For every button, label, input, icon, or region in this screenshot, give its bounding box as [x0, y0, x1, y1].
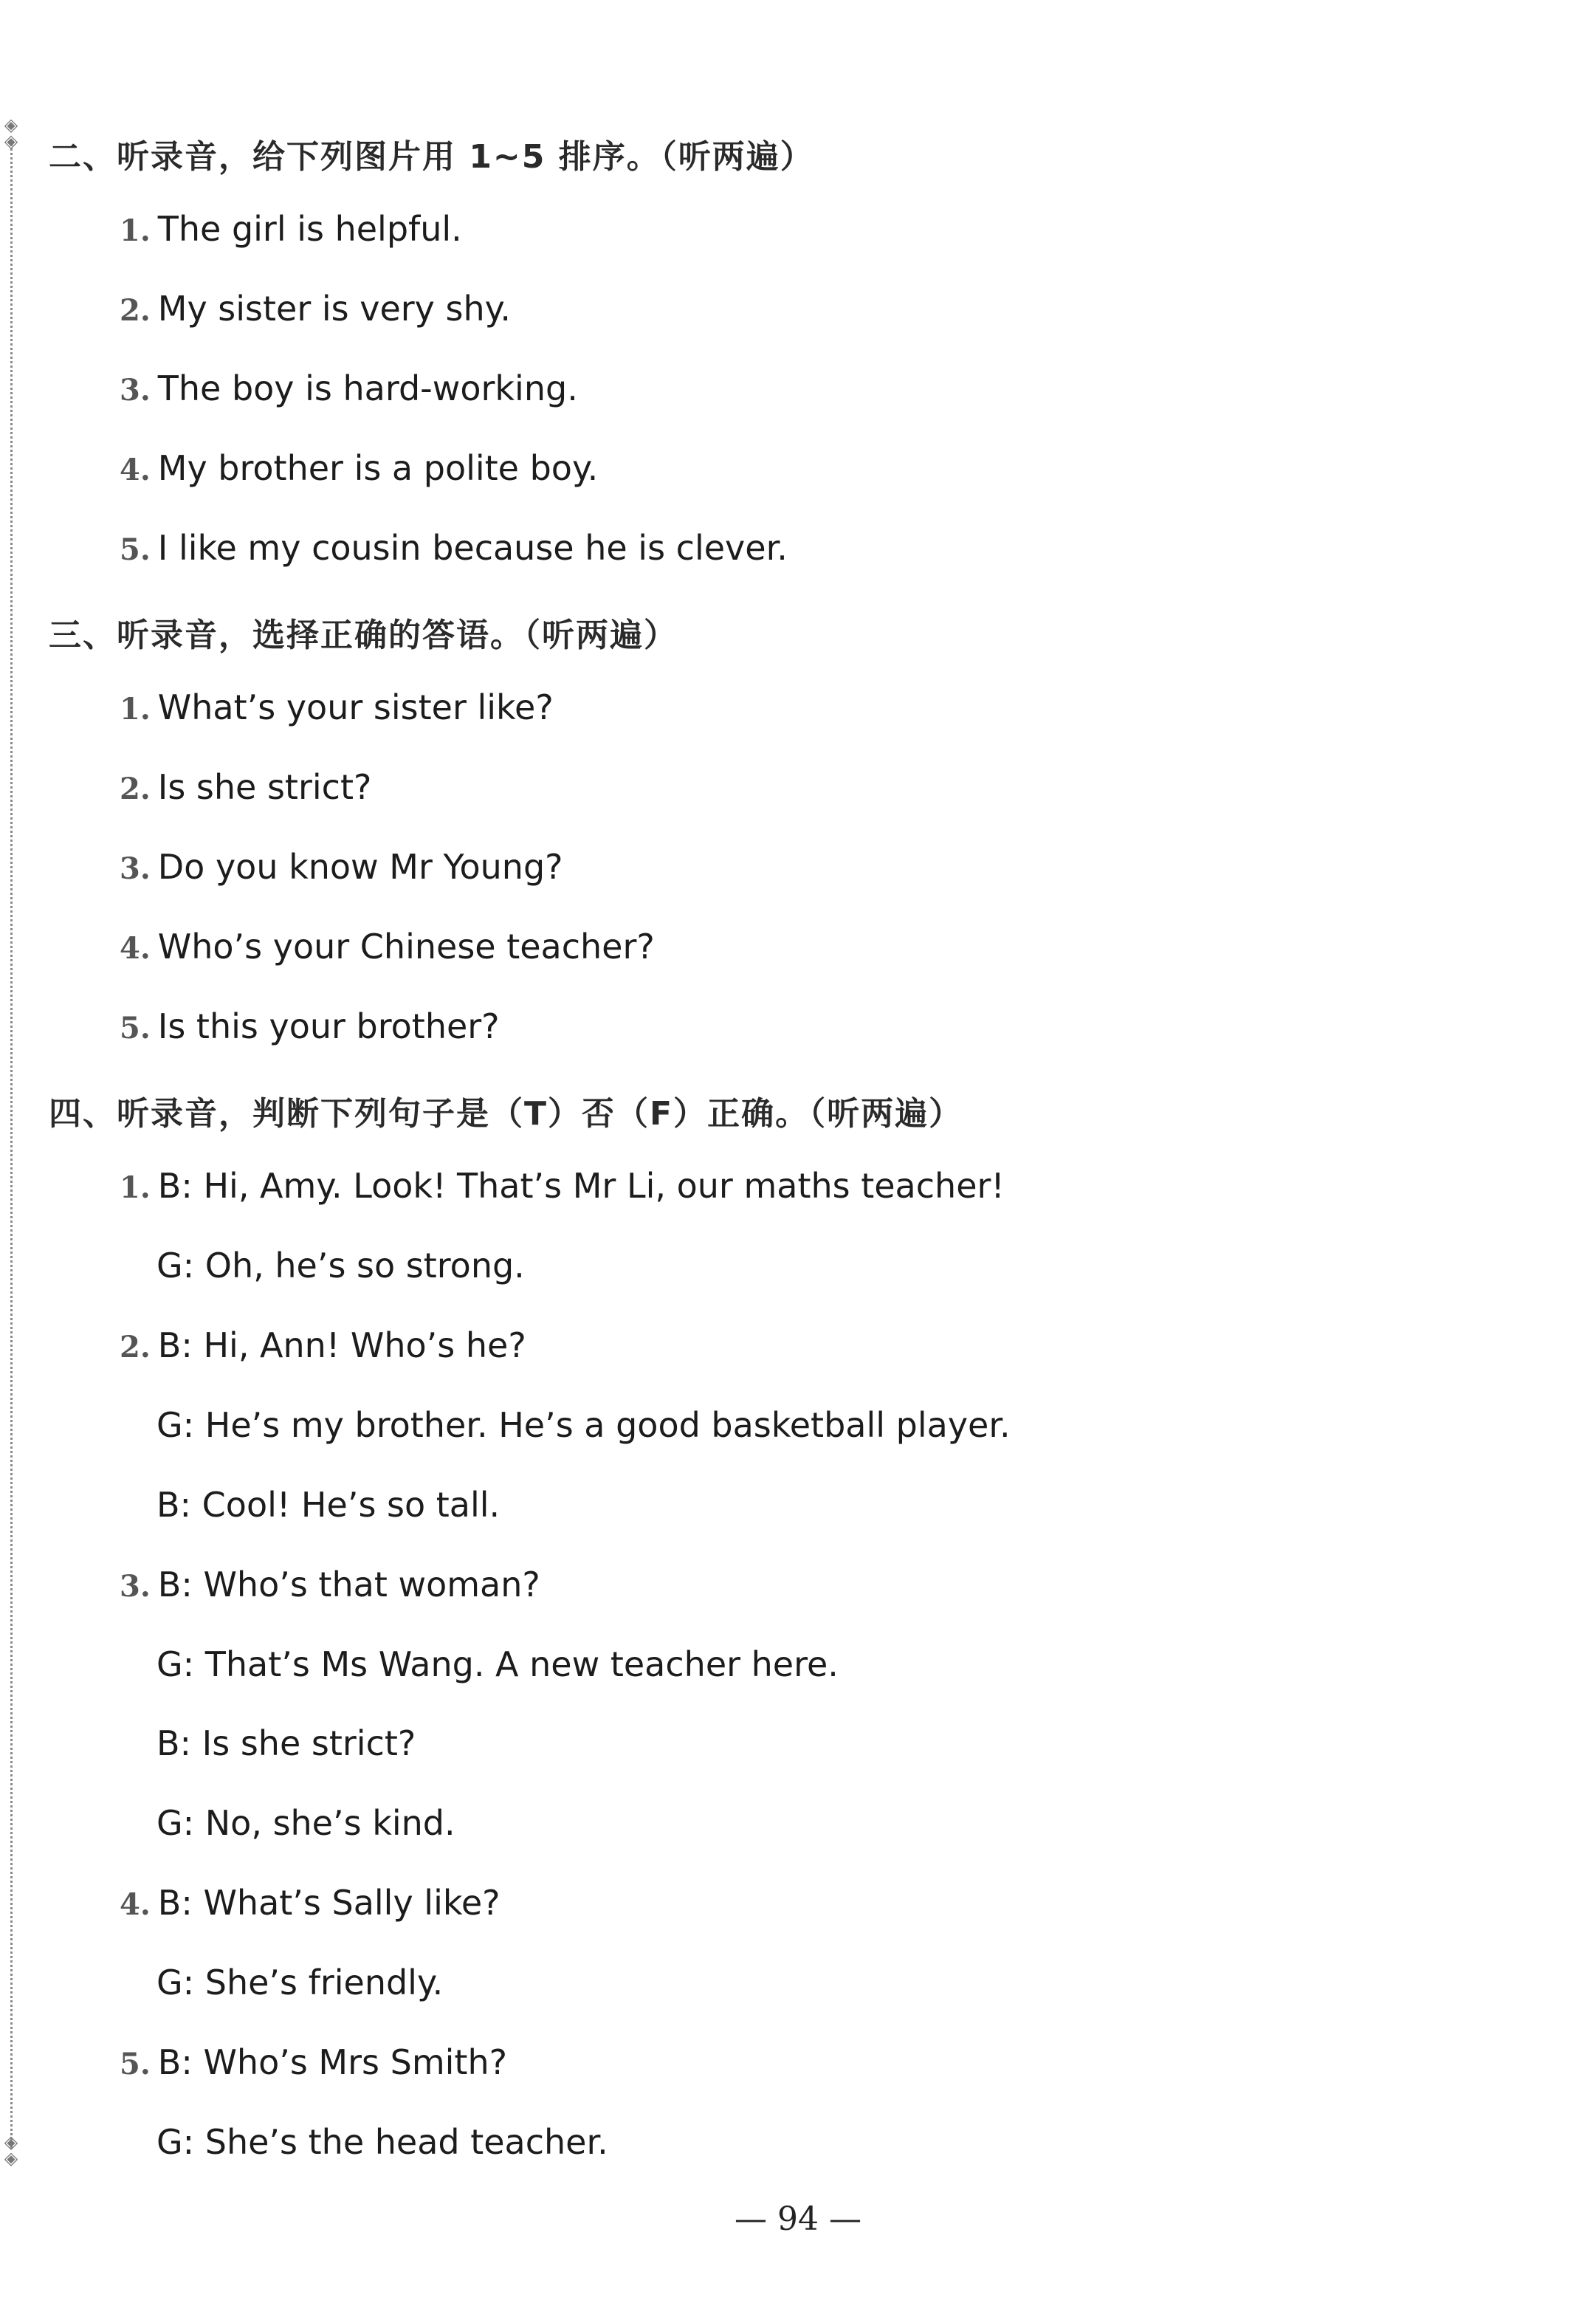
dialogue-line: G: She’s friendly.	[156, 1963, 444, 2002]
list-item: 2. My sister is very shy.	[120, 289, 511, 329]
dialogue-line: G: No, she’s kind.	[156, 1803, 455, 1843]
list-item: 1. The girl is helpful.	[120, 209, 462, 249]
list-item: 1. What’s your sister like?	[120, 687, 554, 727]
list-item: 4. My brother is a polite boy.	[120, 448, 599, 488]
dialogue-line: G: She’s the head teacher.	[156, 2122, 608, 2162]
binding-margin-line	[10, 140, 13, 2149]
dialogue-line: G: He’s my brother. He’s a good basketball player.	[156, 1405, 1011, 1445]
margin-ornament-icon: ◈ ◈	[4, 114, 18, 151]
dialogue-line: 1. B: Hi, Amy. Look! That’s Mr Li, our maths teacher!	[120, 1166, 1005, 1206]
dialogue-line: 2. B: Hi, Ann! Who’s he?	[120, 1325, 526, 1365]
dialogue-line: 3. B: Who’s that woman?	[120, 1565, 540, 1604]
dialogue-line: 5. B: Who’s Mrs Smith?	[120, 2042, 508, 2082]
dialogue-line: G: That’s Ms Wang. A new teacher here.	[156, 1644, 839, 1684]
dialogue-line: G: Oh, he’s so strong.	[156, 1246, 525, 1285]
page-number: — 94 —	[735, 2200, 861, 2238]
dialogue-line: B: Is she strict?	[156, 1723, 416, 1763]
list-item: 2. Is she strict?	[120, 767, 372, 807]
section-title-3: 三、听录音，选择正确的答语。（听两遍）	[49, 617, 678, 654]
list-item: 3. Do you know Mr Young?	[120, 847, 563, 887]
list-item: 5. Is this your brother?	[120, 1006, 500, 1046]
margin-ornament-icon: ◈ ◈	[4, 2132, 18, 2169]
dialogue-line: B: Cool! He’s so tall.	[156, 1485, 501, 1525]
list-item: 4. Who’s your Chinese teacher?	[120, 927, 655, 967]
section-title-2: 二、听录音，给下列图片用 1~5 排序。（听两遍）	[49, 138, 814, 176]
section-title-4: 四、听录音，判断下列句子是（T）否（F）正确。（听两遍）	[49, 1095, 963, 1133]
list-item: 5. I like my cousin because he is clever.	[120, 528, 788, 568]
list-item: 3. The boy is hard-working.	[120, 368, 578, 408]
dialogue-line: 4. B: What’s Sally like?	[120, 1883, 501, 1923]
